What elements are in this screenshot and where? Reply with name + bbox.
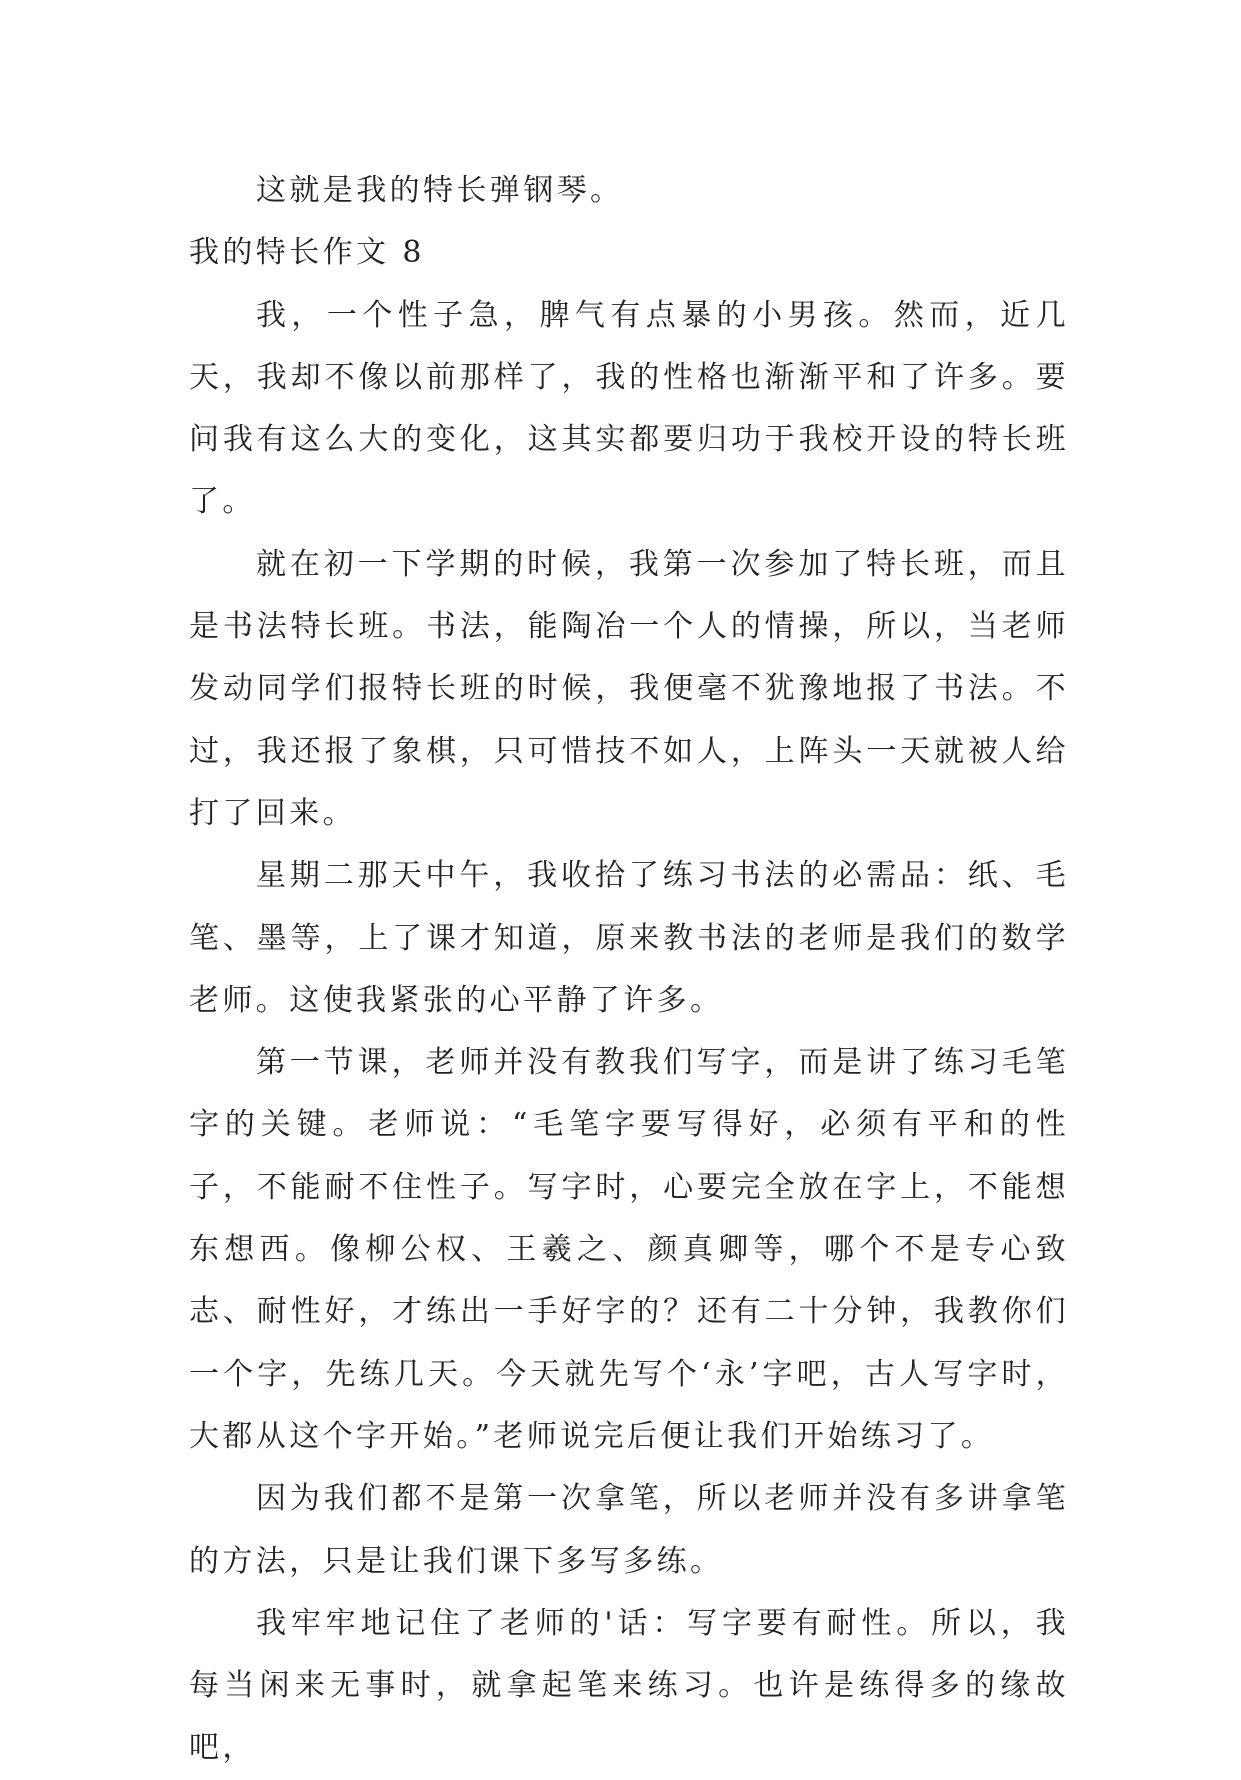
paragraph-first-class-prep: 星期二那天中午，我收拾了练习书法的必需品：纸、毛笔、墨等，上了课才知道，原来教书法的老师是我们的数学老师。这使我紧张的心平静了许多。 (189, 858, 1069, 1018)
paragraph-practice: 我牢牢地记住了老师的'话：写字要有耐性。所以，我每当闲来无事时，就拿起笔来练习。也许是练得多的缘故吧， (189, 1605, 1069, 1766)
paragraph-intro: 我，一个性子急，脾气有点暴的小男孩。然而，近几天，我却不像以前那样了，我的性格也渐渐平和了许多。要问我有这么大的变化，这其实都要归功于我校开设的特长班了。 (189, 297, 1069, 520)
paragraph-holding-brush: 因为我们都不是第一次拿笔，所以老师并没有多讲拿笔的方法，只是让我们课下多写多练。 (189, 1481, 1069, 1579)
paragraph-closing-line: 这就是我的特长弹钢琴。 (256, 173, 624, 208)
paragraph-teacher-advice: 第一节课，老师并没有教我们写字，而是讲了练习毛笔字的关键。老师说：“毛笔字要写得好，必须有平和的性子，不能耐不住性子。写字时，心要完全放在字上，不能想东想西。像柳公权、王羲之、颜真卿等，哪个不是专心致志、耐性好，才练出一手好字的？还有二十分钟，我教你们一个字，先练几天。今天就先写个‘永’字吧，古人写字时，大都从这个字开始。”老师说完后便让我们开始练习了。 (189, 1045, 1069, 1454)
paragraph-joining-class: 就在初一下学期的时候，我第一次参加了特长班，而且是书法特长班。书法，能陶冶一个人的情操，所以，当老师发动同学们报特长班的时候，我便毫不犹豫地报了书法。不过，我还报了象棋，只可惜技不如人，上阵头一天就被人给打了回来。 (189, 546, 1069, 831)
essay-heading: 我的特长作文 8 (189, 235, 425, 271)
document-body (189, 160, 1069, 1780)
